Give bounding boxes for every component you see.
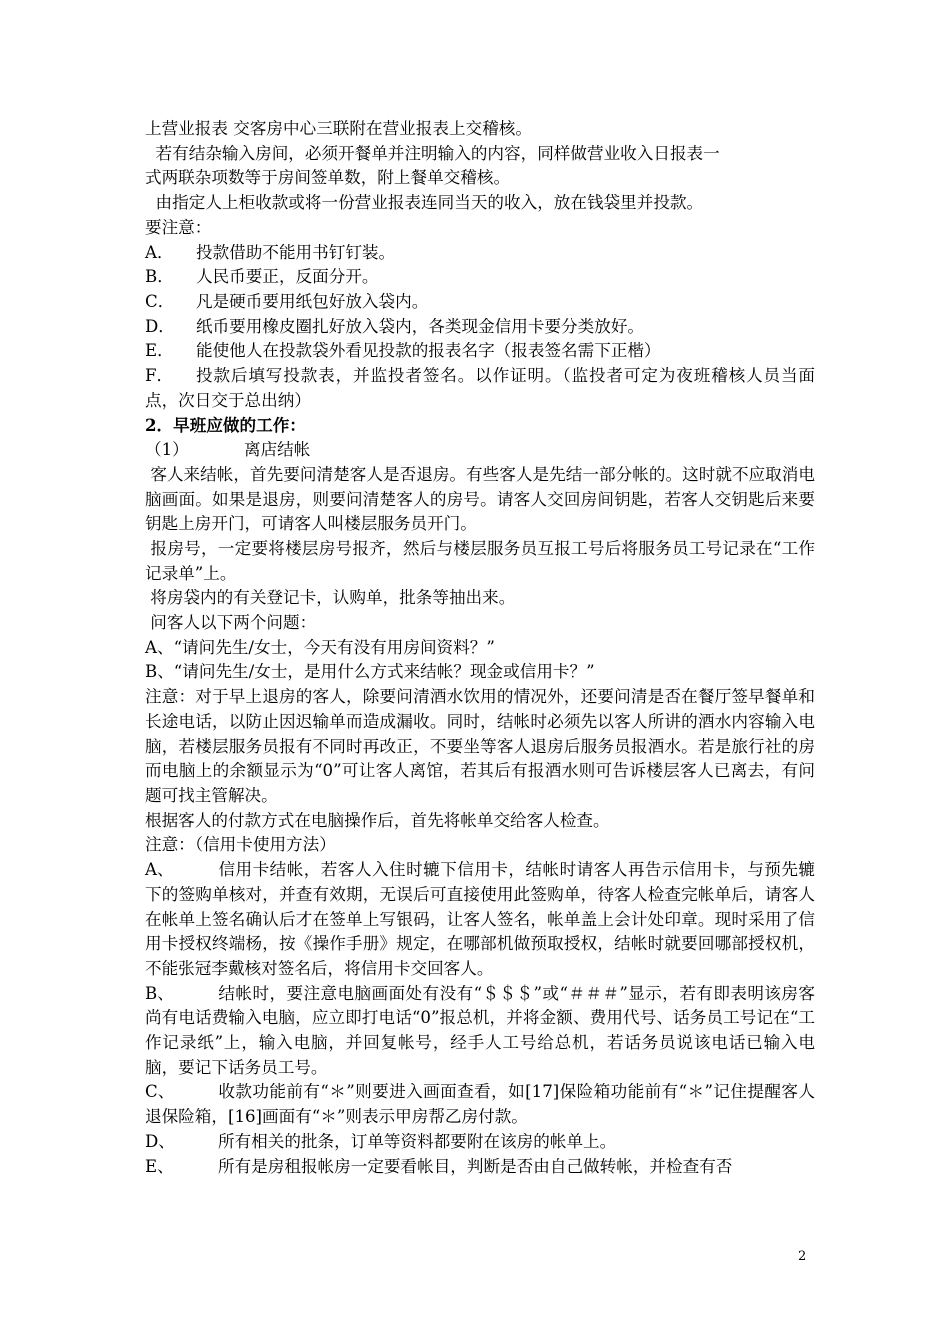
card-note-heading: 注意：（信用卡使用方法） (145, 835, 336, 855)
intro-block (145, 117, 815, 241)
list-item-label: E． (145, 341, 174, 361)
list-item (145, 265, 815, 290)
list-item (145, 364, 815, 413)
subsection-heading (145, 438, 815, 463)
intro-line: 若有结杂输入房间，必须开餐单并注明输入的内容，同样做营业收入日报表一 (145, 143, 720, 163)
card-list (145, 858, 815, 1179)
list-item (145, 290, 815, 315)
list-item-label: A、 (145, 860, 174, 880)
list-item-label: F． (145, 366, 174, 386)
subsection-title: 离店结帐 (244, 440, 311, 460)
list-item (145, 1155, 815, 1180)
subsection-label: （1） (145, 440, 189, 460)
list-item-text: 所有相关的批条，订单等资料都要附在该房的帐单上。 (218, 1131, 617, 1151)
list-item-text: 收款功能前有“＊”则要进入画面查看，如[17]保险箱功能前有“＊”记住提醒客人退保险箱，[16]画面有“＊”则表示甲房帮乙房付款。 (145, 1082, 815, 1127)
list-item (145, 982, 815, 1081)
intro-line: 要注意： (145, 217, 212, 237)
list-item-label: B、 (145, 983, 174, 1003)
list-item-text: 凡是硬币要用纸包好放入袋内。 (196, 291, 429, 311)
list-item (145, 858, 815, 982)
list-item (145, 315, 815, 340)
paragraph: 客人来结帐，首先要问清楚客人是否退房。有些客人是先结一部分帐的。这时就不应取消电脑画面。如果是退房，则要问清楚客人的房号。请客人交回房间钥匙，若客人交钥匙后来要钥匙上房开门，可请客人叫楼层服务员开门。 (145, 464, 816, 534)
note-paragraph: 注意：对于早上退房的客人，除要问清酒水饮用的情况外，还要问清是否在餐厅签早餐单和长途电话，以防止因迟输单而造成漏收。同时，结帐时必须先以客人所讲的酒水内容输入电脑，若楼层服务员报有不同时再改正，不要坐等客人退房后服务员报酒水。若是旅行社的房而电脑上的余额显示为“0”可让客人离馆，若其后有报酒水则可告诉楼层客人已离去，有问题可找主管解决。 (145, 687, 815, 805)
list-item (145, 339, 815, 364)
list-item (145, 1130, 815, 1155)
list-item (145, 1080, 815, 1129)
list-item-text: 纸币要用橡皮圈扎好放入袋内，各类现金信用卡要分类放好。 (196, 316, 645, 336)
paragraph: 问客人以下两个问题： (145, 613, 317, 633)
question-line: B、“请问先生/女士，是用什么方式来结帐？现金或信用卡？” (145, 662, 595, 682)
list-item-text: 信用卡结帐，若客人入住时辘下信用卡，结帐时请客人再告示信用卡，与预先辘下的签购单核对，并查有效期，无误后可直接使用此签购单，待客人检查完帐单后，请客人在帐单上签名确认后才在签单上写银码，让客人签名，帐单盖上会计处印章。现时采用了信用卡授权终端杨，按《操作手册》规定，在哪部机做预取授权，结帐时就要回哪部授权机，不能张冠李戴核对签名后，将信用卡交回客人。 (145, 860, 815, 978)
page-number: 2 (798, 1249, 807, 1264)
check-line: 根据客人的付款方式在电脑操作后，首先将帐单交给客人检查。 (145, 810, 610, 830)
list-item-text: 结帐时，要注意电脑画面处有没有“＄＄＄”或“＃＃＃”显示，若有即表明该房客尚有电话费输入电脑，应立即打电话“0”报总机，并将金额、费用代号、话务员工号记在“工作记录纸”上，输入电脑，并回复帐号，经手人工号给总机，若话务员说该电话已输入电脑，要记下话务员工号。 (145, 983, 815, 1077)
list-item-label: C． (145, 291, 175, 311)
list-item-text: 投款借助不能用书钉钉装。 (196, 242, 396, 262)
list-item-text: 人民币要正，反面分开。 (196, 267, 379, 287)
list-item-label: B． (145, 267, 174, 287)
list-item-label: E、 (145, 1156, 174, 1176)
list-item-label: A． (145, 242, 174, 262)
list-item-label: C、 (145, 1082, 175, 1102)
section-heading: 2．早班应做的工作： (145, 415, 306, 436)
document-page (145, 117, 815, 1179)
notice-list (145, 241, 815, 414)
paragraph: 将房袋内的有关登记卡，认购单，批条等抽出来。 (145, 588, 516, 608)
list-item-text: 能使他人在投款袋外看见投款的报表名字（报表签名需下正楷） (196, 341, 661, 361)
question-line: A、“请问先生/女士，今天有没有用房间资料？” (145, 637, 495, 657)
paragraph: 报房号，一定要将楼层房号报齐，然后与楼层服务员互报工号后将服务员工号记录在“工作记录单”上。 (145, 538, 816, 583)
intro-line: 式两联杂项数等于房间签单数，附上餐单交稽核。 (145, 168, 511, 188)
list-item-text: 投款后填写投款表，并监投者签名。以作证明。（监投者可定为夜班稽核人员当面点，次日交于总出纳） (145, 366, 815, 410)
intro-line: 上营业报表 交客房中心三联附在营业报表上交稽核。 (145, 119, 532, 138)
list-item-label: D、 (145, 1131, 175, 1151)
intro-line: 由指定人上柜收款或将一份营业报表连同当天的收入，放在钱袋里并投款。 (145, 193, 704, 213)
list-item (145, 241, 815, 266)
list-item-text: 所有是房租报帐房一定要看帐目，判断是否由自己做转帐，并检查有否 (218, 1156, 733, 1176)
list-item-label: D． (145, 316, 175, 336)
